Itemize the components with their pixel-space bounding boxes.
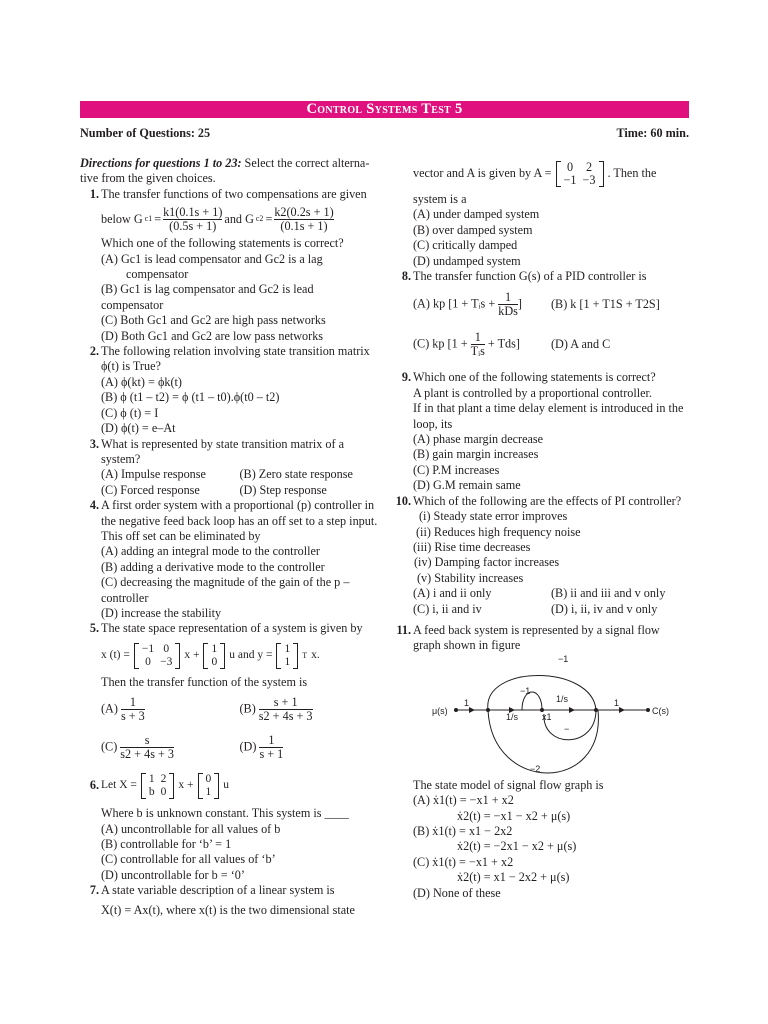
q10-option: (B) ii and iii and v only [551,586,666,601]
q5-matrix-b: 1 0 [203,643,225,669]
node [486,708,490,712]
q4-option: (B) adding a derivative mode to the controller [101,559,325,574]
sfg-gain: 1/s [556,693,569,704]
question-9: 9. Which one of the following statements is correct? A plant is controlled by a proportional controller. If in that plant a time delay element is introduced in the loop, its (A) phase margin decrease (B) gain margin increases (C) P.M increases (D) G.M remain same [392,370,689,493]
question-10: 10. Which of the following are the effects of PI controller? (i) Steady state error improves (ii) Reduces high frequency noise (iii) Rise time decreases (iv) Damping factor increases (v) Stability increases (A) i and ii only (B) ii and iii and v only (C) i, ii and iv (D) i, ii, iv and v only [392,494,689,617]
question-8: 8. The transfer function G(s) of a PID controller is (A) kp [1 + Tᵢs + $\frac{1}{\text{kDs}}$ ] (B) k [1 + T1S + T2S] (C) kp [1 + $\frac{1}{\text{Tᵢs}}$ + Tds] (D) A and C [392,269,689,364]
q10-option: (A) i and ii only [413,586,492,601]
q1-formula: below G c1 = $\frac{k1(0.1s + 1)}{(0.5s + 1)}$ and G c2 = $\frac{k2(0.2s + 1)}{(0.1s + 1)}$ [101,204,334,233]
q2-option: (B) ϕ (t1 – t2) = ϕ (t1 – t0).ϕ(t0 – t2) [101,390,280,405]
q8-option-d: (D) A and C [551,336,611,351]
q1-option: (C) Both Gc1 and Gc2 are high pass networks [101,313,326,328]
q4-option: (A) adding an integral mode to the controller [101,544,320,559]
directions: Directions for questions 1 to 23: Select the correct alterna-tive from the given choices. [80,156,370,186]
q5-state-equation: x (t) = −1 0 0 −3 x + 1 0 u and y = 1 1 T x. [101,642,320,668]
page-title: Control Systems Test 5 [306,101,463,117]
left-column [80,156,378,918]
q11-option: (B) ẋ1(t) = x1 − 2x2 [413,823,513,838]
q11-option: ẋ2(t) = −2x1 − x2 + μ(s) [457,839,577,854]
signal-flow-graph [392,654,689,778]
node [646,708,650,712]
sfg-gain-bottom: −2 [530,763,541,774]
signal-flow-graph-svg [392,654,689,778]
q9-option: (C) P.M increases [413,462,500,477]
q11-option: ẋ2(t) = x1 − 2x2 + μ(s) [457,870,570,885]
q3-option: (A) Impulse response [101,467,206,482]
question-7: 7. A state variable description of a linear system is X(t) = Ax(t), where x(t) is the two dimensional state [89,883,355,917]
question-6: 6. Let X = 1 2 b 0 x + 0 1 u Where b is unknown constant. This system is ____ (A) uncontrollable for all values of b (B) controllable for ‘b’ = 1 (C) controllable for all values of ‘b’ (D) uncontrollable for b = ‘0’ [80,766,378,883]
q6-option: (B) controllable for ‘b’ = 1 [101,837,232,851]
q3-option: (B) Zero state response [239,467,353,482]
q4-option: (D) increase the stability [101,605,222,620]
q5-option: (C) $\frac{s}{s2 + 4s + 3}$ [101,732,174,761]
sfg-minus: − [564,723,570,734]
q7-continued: vector and A is given by A = 0 2 −1 −3 . Then the [413,160,657,187]
q7-option: (A) under damped system [413,207,540,222]
sfg-gain-top: −1 [558,653,569,664]
time-limit: Time: 60 min. [616,126,689,140]
q6-matrix-b: 0 1 [198,773,220,799]
q6-option: (C) controllable for all values of ‘b’ [101,852,276,867]
q10-option: (D) i, ii, iv and v only [551,601,658,616]
sfg-gain: 1 [614,697,620,708]
q1-option: compensator [126,267,189,282]
question-11: 11. A feed back system is represented by a signal flow graph shown in figure [396,622,660,653]
right-column: vector and A is given by A = 0 2 −1 −3 . Then the system is a (A) under damped system (B) over damped system (C) critically damped (D) undamped system 8. The transfer function G(s) of a PID controller is (A) kp [1 + Tᵢs + $\frac{1}{\text{kDs}}$ ] (B) k [1 + T1S + T2S] (C) kp [1 + $\frac{1}{\text{Tᵢs}}$ + Tds] (D) A and C 9. Which one of the following statements is correct? A plant is controlled by a proportional controller. If in that plant a time delay element is introduced in the loop, its (A) phase margin decrease (B) gain margin increases (C) P.M increases (D) G.M remain same 10. Which of the following are the effects of PI controller? (i) Steady state error improves (ii) Reduces high frequency noise (iii) Rise time decreases (iv) Damping factor increases (v) Stability increases (A) i and ii only (B) ii and iii and v only (C) i, ii and iv (D) i, ii, iv and v only 11. A feed back system is represented by a signal flow graph shown in figure μ(s) C(s) 1 1/s x1 1/s 1 −1 −1 − −2 The state model of signal flow graph is (A) ẋ1(t) = −x1 + x2 ẋ2(t) = −x1 − x2 + μ(s) (B) ẋ1(t) = x1 − 2x2 ẋ2(t) = −2x1 − x2 + μ(s) (C) ẋ1(t) = −x1 + x2 ẋ2(t) = x1 − 2x2 + μ(s) (D) None of these [392,156,689,901]
q1-fraction-2: $\frac{k2(0.2s + 1)}{(0.1s + 1)}$ [274,204,334,233]
title-bar [80,101,689,118]
q1-fraction-1: $\frac{k1(0.1s + 1)}{(0.5s + 1)}$ [163,204,223,233]
q2-option: (A) ϕ(kt) = ϕk(t) [101,374,182,389]
node [454,708,458,712]
question-4: 4. A first order system with a proportional (p) controller in the negative feed back loop has an off set to a step input. This off set can be eliminated by (A) adding an integral mode to the controller (B) adding a derivative mode to the controller (C) decreasing the magnitude of the gain of the p – controller (D) increase the stability [89,498,378,620]
number-of-questions: Number of Questions: 25 [80,126,211,140]
feedback-middle [544,710,596,740]
q5-matrix-a: −1 0 0 −3 [134,643,181,669]
q10-option: (C) i, ii and iv [413,601,482,616]
q1-option: (D) Both Gc1 and Gc2 are low pass networks [101,328,324,343]
q5-option: (A) $\frac{1}{s + 3}$ [101,694,145,723]
q7-option: (D) undamped system [413,253,521,268]
q11-option: (A) ẋ1(t) = −x1 + x2 [413,793,514,808]
q1-option: (A) Gc1 is lead compensator and Gc2 is a lag [101,251,323,266]
q9-option: (A) phase margin decrease [413,432,544,447]
q5-option: (B) $\frac{s + 1}{s2 + 4s + 3}$ [239,694,313,723]
sfg-gain-inner: −1 [520,685,531,696]
q11-option: (D) None of these [413,885,501,900]
q7-option: (B) over damped system [413,222,533,237]
question-1: 1. The transfer functions of two compensations are given below G c1 = $\frac{k1(0.1s + 1)}{(0.5s + 1)}$ and G c2 = $\frac{k2(0.2s + 1)}{(0.1s + 1)}$ Which one of the following statements is correct? (A) Gc1 is lead compensator and Gc2 is a lag compensator (B) Gc1 is lag compensator and Gc2 is lead compensator (C) Both Gc1 and Gc2 are high pass networks (D) Both Gc1 and Gc2 are low pass networks [80,187,378,344]
sfg-node-x1: x1 [542,711,552,722]
q9-option: (D) G.M remain same [413,478,521,493]
question-3: 3. What is represented by state transition matrix of a system? (A) Impulse response (B) Zero state response (C) Forced response (D) Step response [80,437,378,499]
q6-option: (A) uncontrollable for all values of b [101,821,281,836]
q2-option: (D) ϕ(t) = e–At [101,421,176,436]
q6-matrix-a: 1 2 b 0 [141,773,175,799]
sfg-output-label: C(s) [652,705,669,716]
q5-option: (D) $\frac{1}{s + 1}$ [239,732,284,761]
q7-matrix-a: 0 2 −1 −3 [556,161,604,187]
node [594,708,598,712]
q6-equation: Let X = 1 2 b 0 x + 0 1 u [101,773,229,799]
sfg-gain: 1/s [506,711,519,722]
q5-matrix-c: 1 1 [276,643,298,669]
q9-option: (B) gain margin increases [413,447,539,462]
q3-option: (C) Forced response [101,482,200,497]
q11-option: ẋ2(t) = −x1 − x2 + μ(s) [457,808,571,823]
q4-option: (C) decreasing the magnitude of the gain of the p – controller [101,575,350,605]
sfg-input-label: μ(s) [432,705,448,716]
q8-option-c: (C) kp [1 + $\frac{1}{\text{Tᵢs}}$ + Tds] [413,329,520,358]
question-2: 2. The following relation involving state transition matrix ϕ(t) is True? (A) ϕ(kt) = ϕk(t) (B) ϕ (t1 – t2) = ϕ (t1 – t0).ϕ(t0 – t2) (C) ϕ (t) = I (D) ϕ(t) = e–At [80,344,378,436]
q11-option: (C) ẋ1(t) = −x1 + x2 [413,854,514,869]
question-5: 5. The state space representation of a system is given by x (t) = −1 0 0 −3 x + 1 0 u and y = 1 1 T x. Then the transfer function of the system is (A) $\frac{1}{s + 3}$ (B) $\frac{s + 1}{s2 + 4s + 3}$ (C) $\frac{s}{s2 + 4s + 3}$ (D) $\frac{1}{s + 1}$ [80,621,378,766]
q2-option: (C) ϕ (t) = I [101,405,159,420]
q7-option: (C) critically damped [413,238,518,253]
q3-option: (D) Step response [239,482,327,497]
q8-option-b: (B) k [1 + T1S + T2S] [551,296,660,311]
sfg-gain: 1 [464,697,470,708]
q8-option-a: (A) kp [1 + Tᵢs + $\frac{1}{\text{kDs}}$ ] [413,289,522,318]
q6-option: (D) uncontrollable for b = ‘0’ [101,867,245,882]
q1-option: (B) Gc1 is lag compensator and Gc2 is lead compensator [101,282,314,312]
